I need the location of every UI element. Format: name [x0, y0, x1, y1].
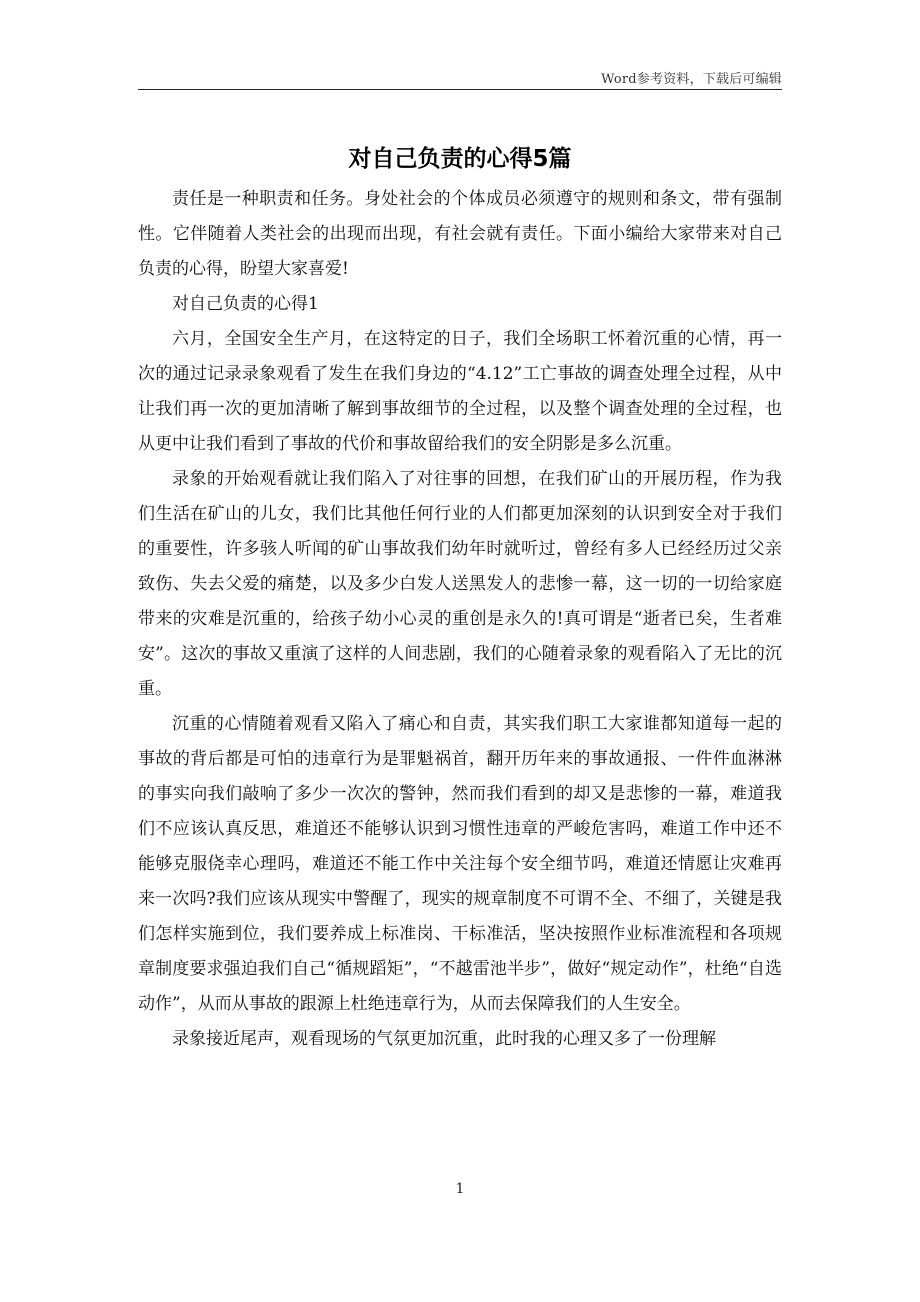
header-divider — [138, 89, 782, 90]
document-title: 对自己负责的心得5篇 — [348, 146, 572, 172]
body-paragraph: 六月，全国安全生产月，在这特定的日子，我们全场职工怀着沉重的心情，再一次的通过记录录象观看了发生在我们身边的“4.12”工亡事故的调查处理全过程，从中让我们再一次的更加清晰了解到事故细节的全过程，以及整个调查处理的全过程，也从更中让我们看到了事故的代价和事故留给我们的安全阴影是多么沉重。 — [138, 329, 782, 454]
section-heading: 对自己负责的心得1 — [172, 294, 319, 314]
body-paragraph: 录象的开始观看就让我们陷入了对往事的回想，在我们矿山的开展历程，作为我们生活在矿山的儿女，我们比其他任何行业的人们都更加深刻的认识到安全对于我们的重要性，许多骇人听闻的矿山事故我们幼年时就听过，曾经有多人已经经历过父亲致伤、失去父爱的痛楚，以及多少白发人送黑发人的悲惨一幕，这一切的一切给家庭带来的灾难是沉重的，给孩子幼小心灵的重创是永久的!真可谓是“逝者已矣，生者难安”。这次的事故又重演了这样的人间悲剧，我们的心随着录象的观看陷入了无比的沉重。 — [138, 469, 782, 699]
body-paragraph: 录象接近尾声，观看现场的气氛更加沉重，此时我的心理又多了一份理解 — [172, 1029, 716, 1049]
page-number: 1 — [455, 1181, 465, 1197]
header-note: Word参考资料，下载后可编辑 — [601, 72, 782, 87]
intro-paragraph: 责任是一种职责和任务。身处社会的个体成员必须遵守的规则和条文，带有强制性。它伴随着人类社会的出现而出现，有社会就有责任。下面小编给大家带来对自己负责的心得，盼望大家喜爱! — [138, 189, 782, 279]
document-body — [138, 182, 782, 1057]
body-paragraph: 沉重的心情随着观看又陷入了痛心和自责，其实我们职工大家谁都知道每一起的事故的背后都是可怕的违章行为是罪魁祸首，翻开历年来的事故通报、一件件血淋淋的事实向我们敲响了多少一次次的警钟，然而我们看到的却又是悲惨的一幕，难道我们不应该认真反思，难道还不能够认识到习惯性违章的严峻危害吗，难道工作中还不能够克服侥幸心理吗，难道还不能工作中关注每个安全细节吗，难道还情愿让灾难再来一次吗?我们应该从现实中警醒了，现实的规章制度不可谓不全、不细了，关键是我们怎样实施到位，我们要养成上标准岗、干标准活，坚决按照作业标准流程和各项规章制度要求强迫我们自己“循规蹈矩”，“不越雷池半步”，做好“规定动作”，杜绝“自选动作”，从而从事故的跟源上杜绝违章行为，从而去保障我们的人生安全。 — [138, 714, 782, 1014]
